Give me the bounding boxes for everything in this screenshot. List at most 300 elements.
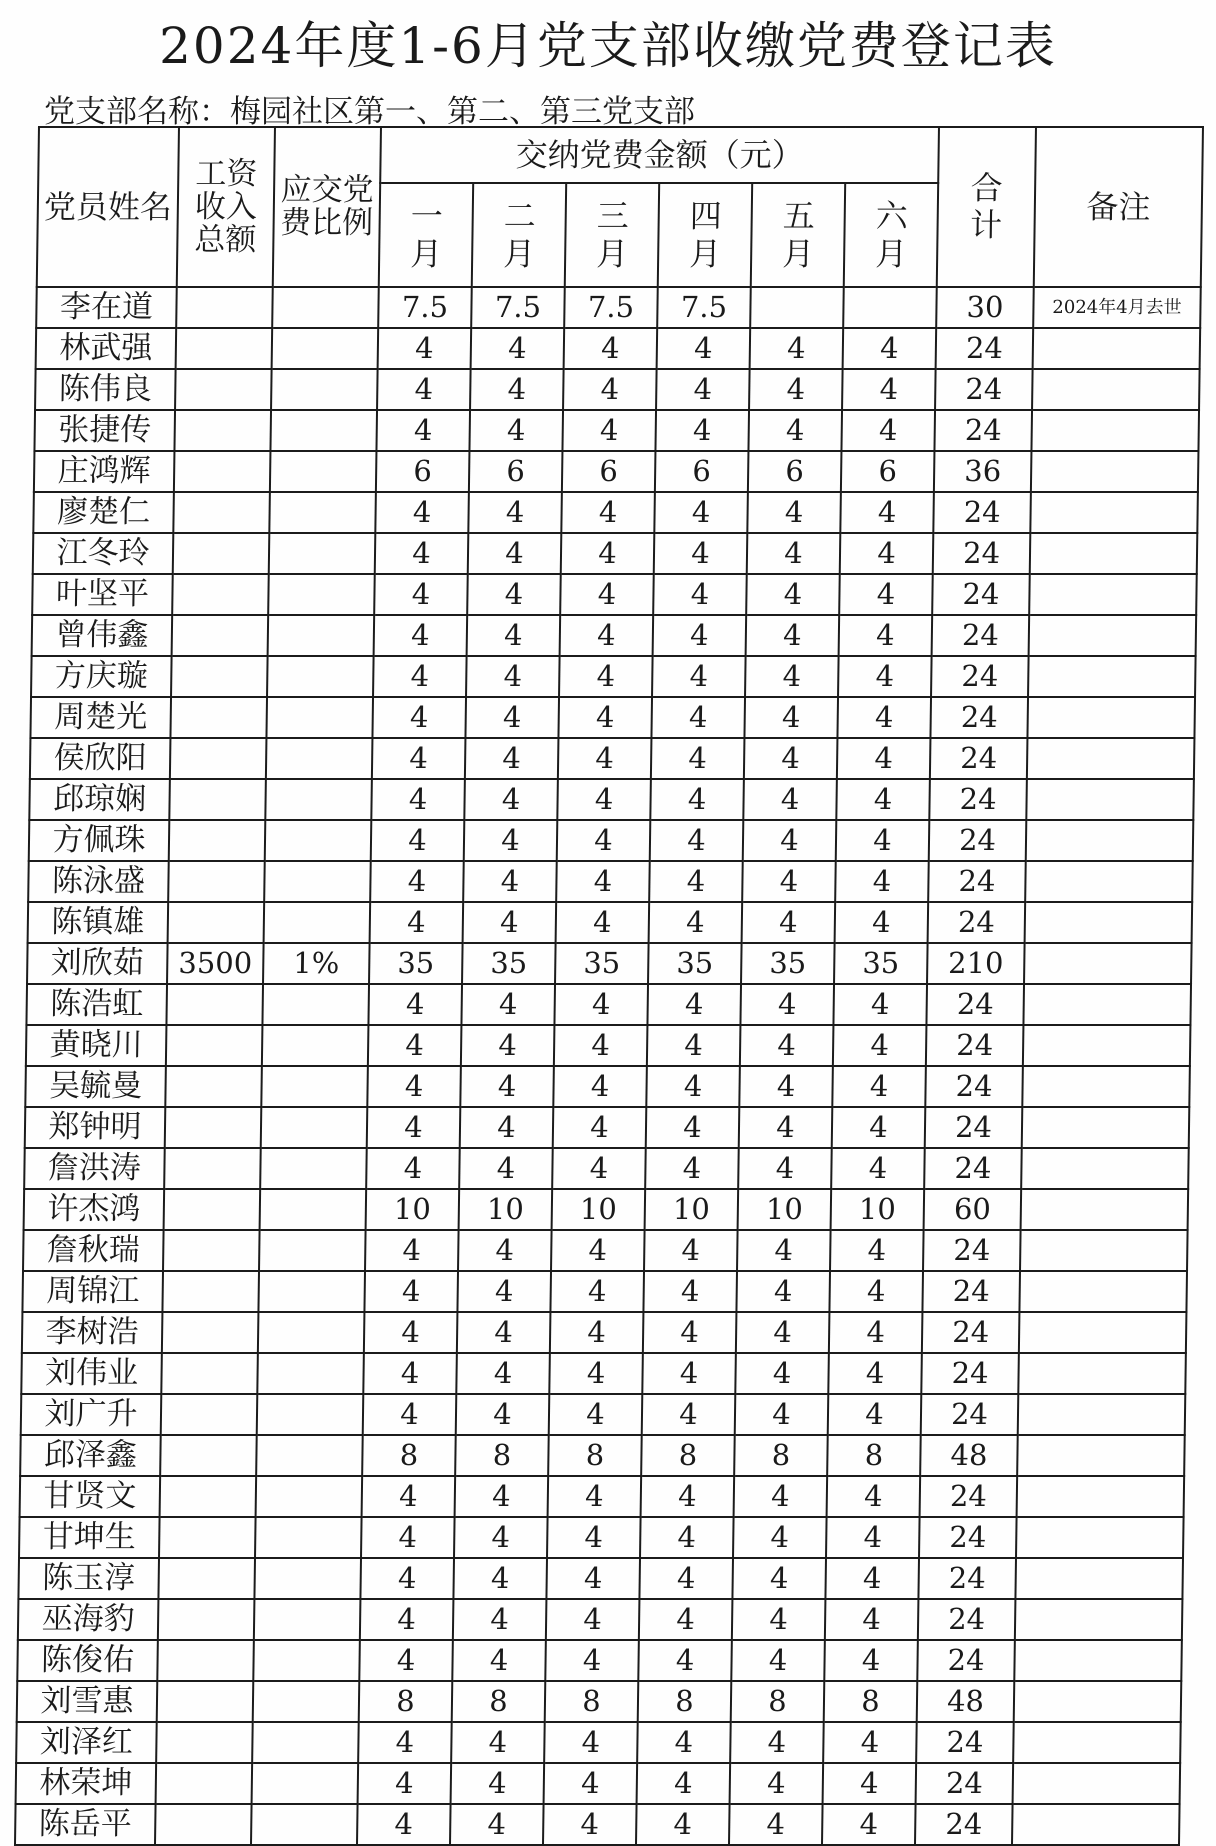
month-5-amount-cell: 4 — [742, 861, 836, 902]
salary-cell — [176, 287, 273, 328]
dues-ratio-cell — [268, 574, 375, 615]
month-1-amount-cell: 4 — [360, 1599, 454, 1640]
total-cell: 24 — [924, 1148, 1022, 1189]
month-3-amount-cell: 4 — [558, 738, 652, 779]
total-cell: 24 — [916, 1763, 1014, 1804]
month-4-amount-cell: 4 — [641, 1476, 735, 1517]
dues-ratio-cell — [270, 451, 377, 492]
month-6-amount-cell: 4 — [830, 1230, 924, 1271]
month-5-amount-cell: 4 — [730, 1763, 824, 1804]
dues-ratio-cell — [256, 1476, 363, 1517]
dues-ratio-cell — [258, 1312, 365, 1353]
month-4-amount-cell: 4 — [639, 1599, 733, 1640]
dues-ratio-cell — [266, 697, 373, 738]
month-4-amount-cell: 4 — [646, 1066, 740, 1107]
remark-cell — [1020, 1230, 1188, 1271]
month-6-amount-cell: 4 — [832, 1066, 926, 1107]
month-5-amount-cell: 4 — [736, 1312, 830, 1353]
member-name-cell: 侯欣阳 — [30, 738, 171, 779]
salary-cell — [165, 1066, 262, 1107]
month-2-amount-cell: 4 — [470, 369, 564, 410]
month-1-amount-cell: 4 — [366, 1148, 460, 1189]
month-2-amount-cell: 4 — [456, 1394, 550, 1435]
remark-cell — [1022, 1107, 1190, 1148]
month-1-amount-cell: 4 — [361, 1517, 455, 1558]
month-6-amount-cell: 4 — [837, 697, 931, 738]
table-row — [17, 1681, 1182, 1722]
month-3-amount-cell: 4 — [550, 1271, 644, 1312]
month-6-amount-cell: 4 — [832, 1107, 926, 1148]
table-row — [16, 1722, 1181, 1763]
dues-ratio-cell — [270, 410, 377, 451]
remark-cell — [1029, 574, 1197, 615]
month-3-amount-cell: 7.5 — [564, 287, 658, 328]
month-2-amount-cell: 4 — [467, 574, 561, 615]
member-name-cell: 陈俊佑 — [17, 1640, 158, 1681]
member-name-cell: 张捷传 — [34, 410, 175, 451]
month-6-amount-cell: 4 — [842, 369, 936, 410]
total-cell: 24 — [926, 984, 1024, 1025]
month-5-amount-cell: 8 — [734, 1435, 828, 1476]
month-1-amount-cell: 4 — [375, 533, 469, 574]
month-5-amount-cell: 4 — [739, 1066, 833, 1107]
remark-cell — [1019, 1312, 1187, 1353]
member-name-cell: 吴毓曼 — [25, 1066, 166, 1107]
table-row — [35, 369, 1200, 410]
table-row — [23, 1230, 1188, 1271]
month-3-amount-cell: 4 — [554, 1025, 648, 1066]
month-6-amount-cell: 4 — [824, 1640, 918, 1681]
remark-cell — [1014, 1640, 1182, 1681]
header-month-6: 六月 — [844, 183, 938, 287]
month-4-amount-cell: 4 — [646, 1107, 740, 1148]
dues-ratio-cell — [264, 902, 371, 943]
total-cell: 24 — [922, 1271, 1020, 1312]
total-cell: 210 — [927, 943, 1025, 984]
month-4-amount-cell: 4 — [651, 738, 745, 779]
month-2-amount-cell: 4 — [456, 1353, 550, 1394]
month-3-amount-cell: 4 — [546, 1558, 640, 1599]
month-3-amount-cell: 8 — [545, 1681, 639, 1722]
month-3-amount-cell: 4 — [556, 902, 650, 943]
month-4-amount-cell: 4 — [649, 902, 743, 943]
table-row — [18, 1599, 1183, 1640]
total-cell: 24 — [926, 1025, 1024, 1066]
month-4-amount-cell: 4 — [653, 615, 747, 656]
remark-cell — [1021, 1189, 1189, 1230]
month-1-amount-cell: 4 — [364, 1271, 458, 1312]
month-4-amount-cell: 4 — [651, 697, 745, 738]
remark-cell — [1017, 1435, 1185, 1476]
dues-ratio-cell — [269, 492, 376, 533]
month-5-amount-cell: 4 — [734, 1476, 828, 1517]
total-cell: 24 — [915, 1804, 1013, 1845]
table-row — [34, 410, 1199, 451]
table-row — [26, 984, 1191, 1025]
month-5-amount-cell: 4 — [744, 697, 838, 738]
month-3-amount-cell: 4 — [557, 779, 651, 820]
remark-cell — [1013, 1763, 1181, 1804]
month-2-amount-cell: 4 — [464, 820, 558, 861]
month-1-amount-cell: 7.5 — [378, 287, 472, 328]
month-3-amount-cell: 35 — [555, 943, 649, 984]
header-member-name: 党员姓名 — [37, 127, 179, 287]
table-row — [30, 697, 1195, 738]
salary-cell — [166, 984, 263, 1025]
total-cell: 24 — [921, 1353, 1019, 1394]
member-name-cell: 曾伟鑫 — [32, 615, 173, 656]
month-4-amount-cell: 4 — [650, 779, 744, 820]
dues-register-table — [14, 126, 1204, 1846]
dues-ratio-cell — [264, 861, 371, 902]
remark-cell — [1033, 328, 1201, 369]
dues-ratio-cell — [272, 287, 379, 328]
member-name-cell: 叶坚平 — [32, 574, 173, 615]
month-1-amount-cell: 4 — [377, 369, 471, 410]
month-2-amount-cell: 7.5 — [471, 287, 565, 328]
month-5-amount-cell: 8 — [731, 1681, 825, 1722]
month-2-amount-cell: 4 — [468, 533, 562, 574]
month-2-amount-cell: 4 — [463, 861, 557, 902]
member-name-cell: 周锦江 — [22, 1271, 163, 1312]
member-name-cell: 林荣坤 — [16, 1763, 157, 1804]
month-3-amount-cell: 4 — [553, 1066, 647, 1107]
month-4-amount-cell: 35 — [648, 943, 742, 984]
month-1-amount-cell: 4 — [358, 1763, 452, 1804]
month-2-amount-cell: 4 — [457, 1271, 551, 1312]
month-3-amount-cell: 4 — [563, 369, 657, 410]
month-6-amount-cell: 4 — [839, 615, 933, 656]
remark-cell — [1026, 779, 1194, 820]
salary-cell — [176, 328, 273, 369]
dues-ratio-cell — [262, 984, 369, 1025]
month-5-amount-cell: 10 — [738, 1189, 832, 1230]
remark-cell — [1030, 492, 1198, 533]
salary-cell — [162, 1271, 259, 1312]
month-3-amount-cell: 4 — [549, 1353, 643, 1394]
member-name-cell: 李在道 — [36, 287, 177, 328]
total-cell: 24 — [928, 861, 1026, 902]
month-1-amount-cell: 4 — [375, 492, 469, 533]
salary-cell — [159, 1517, 256, 1558]
month-3-amount-cell: 4 — [549, 1394, 643, 1435]
month-1-amount-cell: 6 — [376, 451, 470, 492]
table-row — [32, 615, 1197, 656]
salary-cell — [174, 410, 271, 451]
remark-cell — [1026, 820, 1194, 861]
month-4-amount-cell: 4 — [652, 656, 746, 697]
remark-cell — [1032, 410, 1200, 451]
month-5-amount-cell: 4 — [732, 1599, 826, 1640]
table-row — [25, 1066, 1190, 1107]
dues-ratio-cell — [272, 328, 379, 369]
month-4-amount-cell: 4 — [650, 820, 744, 861]
remark-cell — [1018, 1394, 1186, 1435]
month-2-amount-cell: 4 — [471, 328, 565, 369]
month-5-amount-cell — [750, 287, 844, 328]
table-row — [33, 533, 1198, 574]
table-row — [31, 656, 1196, 697]
table-row — [28, 861, 1193, 902]
dues-ratio-cell — [265, 779, 372, 820]
total-cell: 36 — [934, 451, 1032, 492]
remark-cell — [1031, 451, 1199, 492]
month-6-amount-cell: 4 — [835, 902, 929, 943]
month-2-amount-cell: 4 — [459, 1148, 553, 1189]
month-5-amount-cell: 4 — [738, 1148, 832, 1189]
month-2-amount-cell: 4 — [452, 1640, 546, 1681]
dues-ratio-cell — [267, 656, 374, 697]
month-3-amount-cell: 4 — [562, 410, 656, 451]
month-1-amount-cell: 4 — [363, 1394, 457, 1435]
month-4-amount-cell: 4 — [653, 574, 747, 615]
remark-cell — [1028, 656, 1196, 697]
salary-cell — [161, 1394, 258, 1435]
month-1-amount-cell: 35 — [369, 943, 463, 984]
dues-ratio-cell — [271, 369, 378, 410]
month-5-amount-cell: 4 — [745, 656, 839, 697]
header-total: 合计 — [937, 127, 1036, 287]
month-6-amount-cell: 4 — [836, 820, 930, 861]
member-name-cell: 郑钟明 — [25, 1107, 166, 1148]
month-6-amount-cell: 4 — [840, 533, 934, 574]
dues-ratio-cell — [269, 533, 376, 574]
salary-cell — [158, 1599, 255, 1640]
month-6-amount-cell: 4 — [829, 1312, 923, 1353]
total-cell: 24 — [931, 697, 1029, 738]
salary-cell — [169, 779, 266, 820]
member-name-cell: 许杰鸿 — [24, 1189, 165, 1230]
table-row — [19, 1517, 1184, 1558]
month-1-amount-cell: 8 — [362, 1435, 456, 1476]
month-3-amount-cell: 4 — [543, 1804, 637, 1845]
month-6-amount-cell: 4 — [825, 1558, 919, 1599]
month-6-amount-cell: 4 — [838, 656, 932, 697]
salary-cell — [166, 1025, 263, 1066]
member-name-cell: 刘欣茹 — [27, 943, 168, 984]
dues-ratio-cell — [252, 1722, 359, 1763]
salary-cell — [158, 1558, 255, 1599]
month-2-amount-cell: 4 — [457, 1312, 551, 1353]
total-cell: 24 — [935, 369, 1033, 410]
header-month-1: 一月 — [379, 183, 473, 287]
remark-cell — [1023, 984, 1191, 1025]
remark-cell — [1012, 1804, 1180, 1845]
month-4-amount-cell: 4 — [637, 1763, 731, 1804]
dues-register-sheet — [14, 126, 1202, 1840]
month-2-amount-cell: 4 — [458, 1230, 552, 1271]
total-cell: 60 — [924, 1189, 1022, 1230]
month-1-amount-cell: 4 — [374, 574, 468, 615]
month-2-amount-cell: 10 — [459, 1189, 553, 1230]
month-2-amount-cell: 4 — [468, 492, 562, 533]
month-6-amount-cell: 4 — [825, 1599, 919, 1640]
total-cell: 24 — [935, 410, 1033, 451]
table-row — [24, 1189, 1189, 1230]
month-1-amount-cell: 4 — [372, 738, 466, 779]
month-6-amount-cell: 4 — [835, 861, 929, 902]
member-name-cell: 陈浩虹 — [26, 984, 167, 1025]
member-name-cell: 刘雪惠 — [17, 1681, 158, 1722]
month-3-amount-cell: 4 — [548, 1476, 642, 1517]
total-cell: 24 — [932, 615, 1030, 656]
month-6-amount-cell: 4 — [840, 492, 934, 533]
total-cell: 24 — [929, 779, 1027, 820]
month-5-amount-cell: 4 — [748, 410, 842, 451]
member-name-cell: 廖楚仁 — [33, 492, 174, 533]
table-row — [29, 820, 1194, 861]
month-3-amount-cell: 4 — [557, 820, 651, 861]
month-3-amount-cell: 4 — [544, 1763, 638, 1804]
month-1-amount-cell: 4 — [373, 656, 467, 697]
month-1-amount-cell: 4 — [360, 1558, 454, 1599]
total-cell: 24 — [928, 902, 1026, 943]
remark-cell — [1023, 1025, 1191, 1066]
dues-ratio-cell — [261, 1066, 368, 1107]
month-6-amount-cell: 4 — [837, 738, 931, 779]
month-4-amount-cell: 4 — [642, 1394, 736, 1435]
salary-cell — [161, 1353, 258, 1394]
remark-cell — [1013, 1722, 1181, 1763]
month-4-amount-cell: 4 — [637, 1722, 731, 1763]
month-4-amount-cell: 4 — [643, 1271, 737, 1312]
remark-cell — [1014, 1681, 1182, 1722]
table-row — [36, 287, 1201, 328]
month-2-amount-cell: 4 — [461, 984, 555, 1025]
dues-ratio-cell — [255, 1517, 362, 1558]
month-6-amount-cell: 4 — [827, 1476, 921, 1517]
month-2-amount-cell: 35 — [462, 943, 556, 984]
total-cell: 24 — [929, 820, 1027, 861]
salary-cell — [162, 1312, 259, 1353]
month-5-amount-cell: 4 — [730, 1722, 824, 1763]
header-dues-ratio: 应交党费比例 — [273, 127, 381, 287]
month-5-amount-cell: 4 — [735, 1353, 829, 1394]
month-3-amount-cell: 4 — [550, 1312, 644, 1353]
page-title: 2024年度1-6月党支部收缴党费登记表 — [159, 17, 1057, 75]
member-name-cell: 詹秋瑞 — [23, 1230, 164, 1271]
month-4-amount-cell: 7.5 — [657, 287, 751, 328]
salary-cell — [164, 1148, 261, 1189]
total-cell: 48 — [920, 1435, 1018, 1476]
month-4-amount-cell: 4 — [655, 410, 749, 451]
member-name-cell: 甘贤文 — [20, 1476, 161, 1517]
month-2-amount-cell: 8 — [455, 1435, 549, 1476]
dues-ratio-cell — [259, 1230, 366, 1271]
salary-cell — [172, 574, 269, 615]
total-cell: 24 — [925, 1107, 1023, 1148]
table-row — [29, 779, 1194, 820]
month-4-amount-cell: 4 — [647, 984, 741, 1025]
month-5-amount-cell: 35 — [741, 943, 835, 984]
table-row — [33, 492, 1198, 533]
dues-ratio-cell — [253, 1640, 360, 1681]
member-name-cell: 陈镇雄 — [28, 902, 169, 943]
total-cell: 24 — [923, 1230, 1021, 1271]
member-name-cell: 庄鸿辉 — [34, 451, 175, 492]
total-cell: 24 — [931, 656, 1029, 697]
remark-cell — [1032, 369, 1200, 410]
total-cell: 48 — [917, 1681, 1015, 1722]
remark-cell — [1021, 1148, 1189, 1189]
month-4-amount-cell: 4 — [654, 533, 748, 574]
remark-cell — [1015, 1599, 1183, 1640]
month-4-amount-cell: 4 — [639, 1558, 733, 1599]
header-month-3: 三月 — [565, 183, 659, 287]
month-6-amount-cell: 4 — [831, 1148, 925, 1189]
member-name-cell: 刘广升 — [21, 1394, 162, 1435]
month-1-amount-cell: 4 — [367, 1066, 461, 1107]
month-5-amount-cell: 4 — [746, 615, 840, 656]
table-row — [25, 1107, 1190, 1148]
month-1-amount-cell: 4 — [376, 410, 470, 451]
remark-cell — [1025, 902, 1193, 943]
member-name-cell: 刘伟业 — [21, 1353, 162, 1394]
month-5-amount-cell: 4 — [750, 328, 844, 369]
month-4-amount-cell: 8 — [641, 1435, 735, 1476]
member-name-cell: 陈玉淳 — [18, 1558, 159, 1599]
month-4-amount-cell: 4 — [656, 369, 750, 410]
remark-cell — [1017, 1476, 1185, 1517]
month-3-amount-cell: 4 — [559, 656, 653, 697]
member-name-cell: 巫海豹 — [18, 1599, 159, 1640]
month-6-amount-cell: 4 — [829, 1271, 923, 1312]
salary-cell — [174, 451, 271, 492]
month-1-amount-cell: 4 — [371, 779, 465, 820]
month-3-amount-cell: 6 — [562, 451, 656, 492]
table-row — [22, 1312, 1187, 1353]
month-6-amount-cell: 4 — [833, 984, 927, 1025]
header-salary: 工资收入总额 — [177, 127, 275, 287]
month-6-amount-cell: 4 — [839, 574, 933, 615]
salary-cell — [170, 697, 267, 738]
month-5-amount-cell: 4 — [729, 1804, 823, 1845]
member-name-cell: 陈泳盛 — [28, 861, 169, 902]
month-6-amount-cell: 4 — [843, 328, 937, 369]
month-5-amount-cell: 4 — [739, 1107, 833, 1148]
member-name-cell: 陈伟良 — [35, 369, 176, 410]
month-2-amount-cell: 4 — [453, 1558, 547, 1599]
table-row — [21, 1353, 1186, 1394]
table-row — [15, 1804, 1180, 1845]
month-2-amount-cell: 4 — [465, 697, 559, 738]
salary-cell — [165, 1107, 262, 1148]
month-2-amount-cell: 4 — [451, 1722, 545, 1763]
month-2-amount-cell: 4 — [460, 1107, 554, 1148]
month-3-amount-cell: 10 — [552, 1189, 646, 1230]
remark-cell — [1019, 1271, 1187, 1312]
salary-cell — [170, 738, 267, 779]
remark-cell — [1029, 615, 1197, 656]
month-1-amount-cell: 4 — [372, 697, 466, 738]
total-cell: 24 — [925, 1066, 1023, 1107]
month-1-amount-cell: 4 — [370, 902, 464, 943]
table-row — [24, 1148, 1189, 1189]
month-3-amount-cell: 4 — [553, 1107, 647, 1148]
member-name-cell: 方佩珠 — [29, 820, 170, 861]
member-name-cell: 方庆璇 — [31, 656, 172, 697]
month-4-amount-cell: 8 — [638, 1681, 732, 1722]
total-cell: 24 — [918, 1599, 1016, 1640]
dues-ratio-cell — [252, 1763, 359, 1804]
month-5-amount-cell: 4 — [743, 820, 837, 861]
salary-cell — [157, 1681, 254, 1722]
total-cell: 24 — [920, 1476, 1018, 1517]
header-amount-group: 交纳党费金额（元） — [380, 127, 939, 183]
month-1-amount-cell: 8 — [359, 1681, 453, 1722]
month-5-amount-cell: 4 — [742, 902, 836, 943]
header-remark: 备注 — [1034, 127, 1203, 287]
